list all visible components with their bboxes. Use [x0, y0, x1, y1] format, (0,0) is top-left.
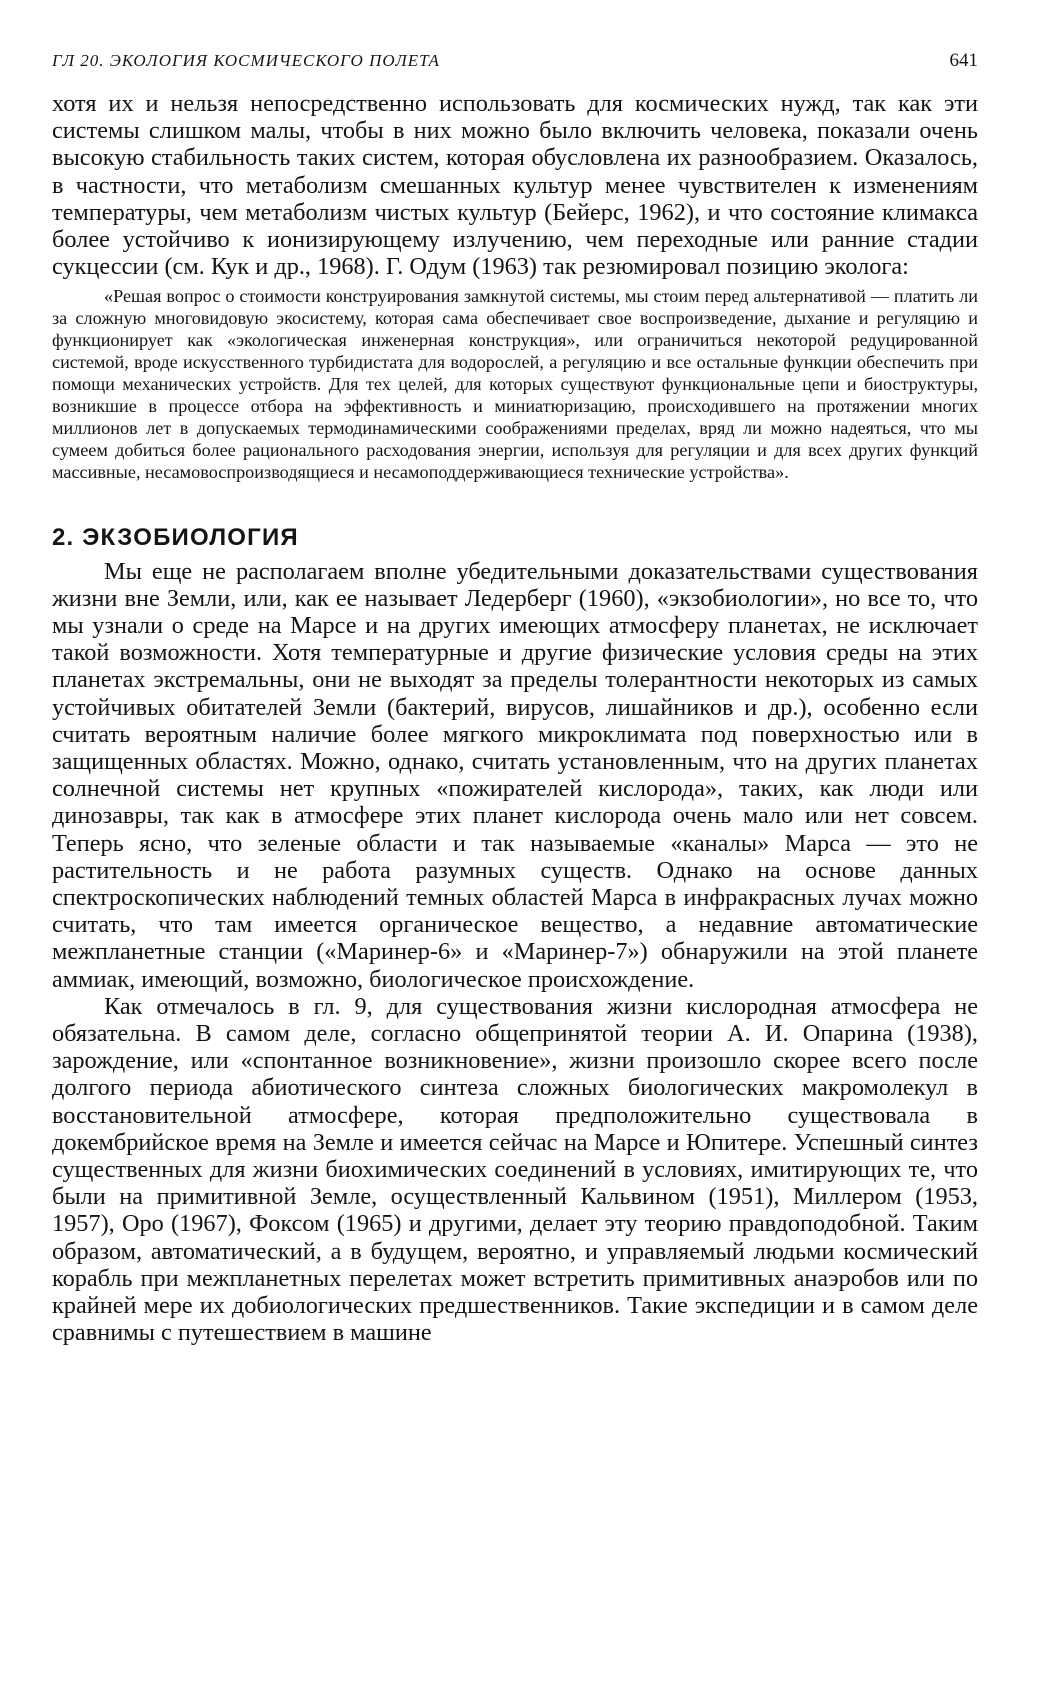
paragraph-continuation: хотя их и нельзя непосредственно использовать для космических нужд, так как эти системы слишком малы, чтобы в них можно было включить человека, показали очень высокую стабильность таких систем, которая обусловлена их разнообразием. Оказалось, в частности, что метаболизм смешанных культур менее чувствителен к изменениям температуры, чем метаболизм чистых культур (Бейерс, 1962), и что состояние климакса более устойчиво к ионизирующему излучению, чем переходные или ранние стадии сукцессии (см. Кук и др., 1968). Г. Одум (1963) так резюмировал позицию эколога: [52, 90, 978, 281]
block-quote: «Решая вопрос о стоимости конструирования замкнутой системы, мы стоим перед альтернативой — платить ли за сложную многовидовую экосистему, которая сама обеспечивает свое воспроизведение, дыхание и регуляцию и функционирует как «экологическая инженерная конструкция», или ограничиться некоторой редуцированной системой, вроде искусственного турбидистата для водорослей, а регуляцию и все остальные функции обеспечить при помощи механических устройств. Для тех целей, для которых существуют функциональные цепи и биоструктуры, возникшие в процессе отбора на эффективность и миниатюризацию, происходившего на протяжении многих миллионов лет в допускаемых термодинамическими соображениями пределах, вряд ли можно надеяться, что мы сумеем добиться более рационального расходования энергии, используя для регуляции и для всех других функций массивные, несамовоспроизводящиеся и несамоподдерживающиеся технические устройства». [52, 286, 978, 482]
page-number: 641 [949, 50, 978, 71]
paragraph-oparin-theory: Как отмечалось в гл. 9, для существования жизни кислородная атмосфера не обязательна. В самом деле, согласно общепринятой теории А. И. Опарина (1938), зарождение, или «спонтанное возникновение», жизни произошло скорее всего после долгого периода абиотического синтеза сложных биологических макромолекул в восстановительной атмосфере, которая предположительно существовала в докембрийское время на Земле и имеется сейчас на Марсе и Юпитере. Успешный синтез существенных для жизни биохимических соединений в условиях, имитирующих те, что были на примитивной Земле, осуществленный Кальвином (1951), Миллером (1953, 1957), Оро (1967), Фоксом (1965) и другими, делает эту теорию правдоподобной. Таким образом, автоматический, а в будущем, вероятно, и управляемый людьми космический корабль при межпланетных перелетах может встретить примитивных анаэробов или по крайней мере их добиологических предшественников. Такие экспедиции и в самом деле сравнимы с путешествием в машине [52, 992, 978, 1347]
book-page [52, 50, 978, 1346]
chapter-title: ГЛ 20. ЭКОЛОГИЯ КОСМИЧЕСКОГО ПОЛЕТА [52, 51, 440, 70]
paragraph-exobiology: Мы еще не располагаем вполне убедительными доказательствами существования жизни вне Земли, или, как ее называет Ледерберг (1960), «экзобиологии», но все то, что мы узнали о среде на Марсе и на других имеющих атмосферу планетах, не исключает такой возможности. Хотя температурные и другие физические условия среды на этих планетах экстремальны, они не выходят за пределы толерантности некоторых из самых устойчивых обитателей Земли (бактерий, вирусов, лишайников и др.), особенно если считать вероятным наличие более мягкого микроклимата под поверхностью или в защищенных областях. Можно, однако, считать установленным, что на других планетах солнечной системы нет крупных «пожирателей кислорода», таких, как люди или динозавры, так как в атмосфере этих планет кислорода очень мало или нет совсем. Теперь ясно, что зеленые области и так называемые «каналы» Марса — это не растительность и не работа разумных существ. Однако на основе данных спектроскопических наблюдений темных областей Марса в инфракрасных лучах можно считать, что там имеется органическое вещество, а недавние автоматические межпланетные станции («Маринер-6» и «Маринер-7») обнаружили на этой планете аммиак, имеющий, возможно, биологическое происхождение. [52, 557, 978, 993]
running-header [52, 50, 978, 76]
section-heading: 2. ЭКЗОБИОЛОГИЯ [52, 523, 299, 551]
